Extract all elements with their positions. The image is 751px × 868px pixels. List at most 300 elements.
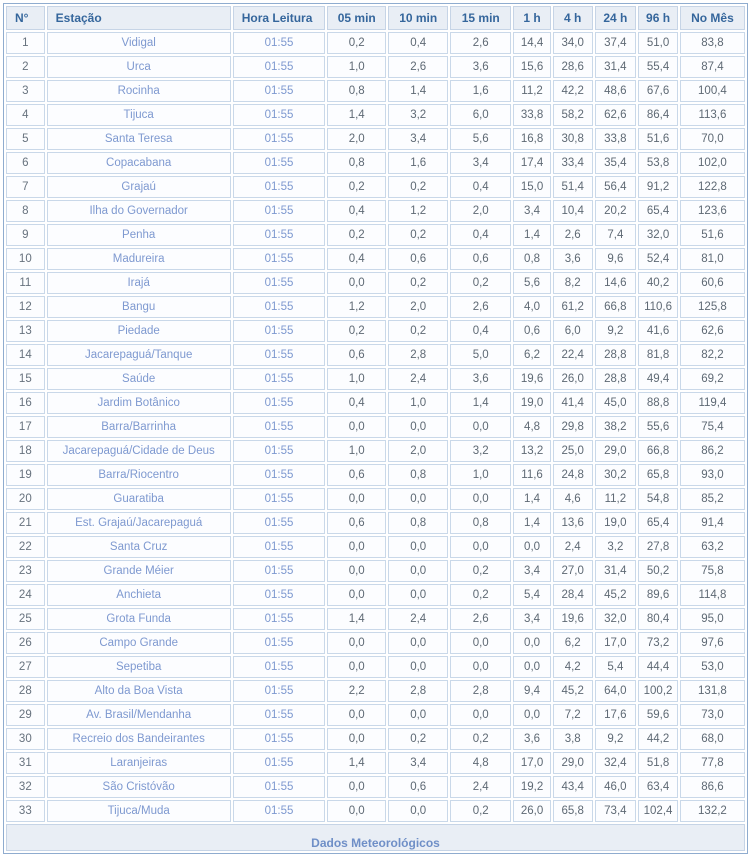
rain-value-cell: 1,2 xyxy=(327,296,386,318)
table-row xyxy=(6,32,745,54)
station-link[interactable]: Grota Funda xyxy=(47,608,231,630)
rain-value-cell: 122,8 xyxy=(680,176,745,198)
rain-value-cell: 1,4 xyxy=(327,608,386,630)
col-header-24h: 24 h xyxy=(595,6,637,30)
rain-value-cell: 17,4 xyxy=(513,152,551,174)
rain-value-cell: 63,4 xyxy=(638,776,678,798)
rain-value-cell: 63,2 xyxy=(680,536,745,558)
reading-time-link[interactable]: 01:55 xyxy=(233,800,326,822)
reading-time-link[interactable]: 01:55 xyxy=(233,200,326,222)
row-number: 24 xyxy=(6,584,45,606)
station-link[interactable]: Jardim Botânico xyxy=(47,392,231,414)
rain-value-cell: 50,2 xyxy=(638,560,678,582)
rain-value-cell: 2,2 xyxy=(327,680,386,702)
table-row xyxy=(6,800,745,822)
rain-value-cell: 89,6 xyxy=(638,584,678,606)
station-link[interactable]: Santa Teresa xyxy=(47,128,231,150)
rain-value-cell: 0,8 xyxy=(513,248,551,270)
rain-value-cell: 3,6 xyxy=(513,728,551,750)
rain-value-cell: 6,2 xyxy=(513,344,551,366)
rain-value-cell: 62,6 xyxy=(595,104,637,126)
reading-time-link[interactable]: 01:55 xyxy=(233,80,326,102)
rain-value-cell: 3,4 xyxy=(513,608,551,630)
rain-value-cell: 0,0 xyxy=(450,632,511,654)
table-row xyxy=(6,512,745,534)
rain-value-cell: 80,4 xyxy=(638,608,678,630)
rain-value-cell: 9,2 xyxy=(595,728,637,750)
table-row xyxy=(6,728,745,750)
rain-value-cell: 2,6 xyxy=(450,296,511,318)
rain-value-cell: 0,6 xyxy=(513,320,551,342)
reading-time-link[interactable]: 01:55 xyxy=(233,176,326,198)
rain-value-cell: 9,4 xyxy=(513,680,551,702)
rain-value-cell: 29,0 xyxy=(553,752,593,774)
rain-value-cell: 2,0 xyxy=(388,440,448,462)
meteorological-data-link[interactable]: Dados Meteorológicos xyxy=(311,836,440,850)
station-link[interactable]: Saúde xyxy=(47,368,231,390)
rain-value-cell: 102,0 xyxy=(680,152,745,174)
rain-value-cell: 1,4 xyxy=(450,392,511,414)
table-row xyxy=(6,656,745,678)
rain-value-cell: 17,0 xyxy=(595,632,637,654)
rain-value-cell: 2,4 xyxy=(388,368,448,390)
table-row xyxy=(6,632,745,654)
rain-value-cell: 1,0 xyxy=(388,392,448,414)
reading-time-link[interactable]: 01:55 xyxy=(233,128,326,150)
rain-value-cell: 0,4 xyxy=(450,320,511,342)
rain-value-cell: 52,4 xyxy=(638,248,678,270)
reading-time-link[interactable]: 01:55 xyxy=(233,392,326,414)
station-link[interactable]: Madureira xyxy=(47,248,231,270)
reading-time-link[interactable]: 01:55 xyxy=(233,152,326,174)
row-number: 9 xyxy=(6,224,45,246)
table-row xyxy=(6,200,745,222)
reading-time-link[interactable]: 01:55 xyxy=(233,416,326,438)
rain-value-cell: 26,0 xyxy=(513,800,551,822)
table-row xyxy=(6,296,745,318)
rain-value-cell: 0,0 xyxy=(388,704,448,726)
row-number: 20 xyxy=(6,488,45,510)
rain-value-cell: 95,0 xyxy=(680,608,745,630)
rain-value-cell: 16,8 xyxy=(513,128,551,150)
rain-value-cell: 3,4 xyxy=(388,752,448,774)
rain-value-cell: 30,2 xyxy=(595,464,637,486)
reading-time-link[interactable]: 01:55 xyxy=(233,104,326,126)
rain-value-cell: 0,0 xyxy=(327,728,386,750)
rain-value-cell: 5,6 xyxy=(513,272,551,294)
rain-value-cell: 0,4 xyxy=(388,32,448,54)
rain-value-cell: 0,0 xyxy=(327,536,386,558)
reading-time-link[interactable]: 01:55 xyxy=(233,368,326,390)
rain-value-cell: 91,2 xyxy=(638,176,678,198)
reading-time-link[interactable]: 01:55 xyxy=(233,560,326,582)
rain-value-cell: 33,8 xyxy=(595,128,637,150)
rain-value-cell: 0,0 xyxy=(327,776,386,798)
rain-value-cell: 1,0 xyxy=(327,56,386,78)
rain-value-cell: 0,2 xyxy=(327,32,386,54)
rain-value-cell: 51,0 xyxy=(638,32,678,54)
rain-value-cell: 85,2 xyxy=(680,488,745,510)
rain-value-cell: 1,4 xyxy=(327,104,386,126)
row-number: 7 xyxy=(6,176,45,198)
table-row xyxy=(6,368,745,390)
rain-value-cell: 3,6 xyxy=(450,56,511,78)
station-link[interactable]: Jacarepaguá/Tanque xyxy=(47,344,231,366)
table-row xyxy=(6,416,745,438)
rain-value-cell: 28,6 xyxy=(553,56,593,78)
rain-value-cell: 0,2 xyxy=(450,272,511,294)
reading-time-link[interactable]: 01:55 xyxy=(233,272,326,294)
rain-value-cell: 66,8 xyxy=(638,440,678,462)
reading-time-link[interactable]: 01:55 xyxy=(233,512,326,534)
row-number: 16 xyxy=(6,392,45,414)
rain-value-cell: 131,8 xyxy=(680,680,745,702)
col-header-15min: 15 min xyxy=(450,6,511,30)
rain-value-cell: 88,8 xyxy=(638,392,678,414)
rain-value-cell: 0,4 xyxy=(327,248,386,270)
rain-value-cell: 1,4 xyxy=(513,224,551,246)
rain-value-cell: 13,2 xyxy=(513,440,551,462)
station-link[interactable]: Laranjeiras xyxy=(47,752,231,774)
station-link[interactable]: Alto da Boa Vista xyxy=(47,680,231,702)
reading-time-link[interactable]: 01:55 xyxy=(233,344,326,366)
rain-value-cell: 15,0 xyxy=(513,176,551,198)
row-number: 17 xyxy=(6,416,45,438)
rain-value-cell: 0,2 xyxy=(450,584,511,606)
col-header-number: N° xyxy=(6,6,45,30)
station-link[interactable]: Vidigal xyxy=(47,32,231,54)
table-row xyxy=(6,440,745,462)
station-link[interactable]: Grajaú xyxy=(47,176,231,198)
reading-time-link[interactable]: 01:55 xyxy=(233,776,326,798)
rain-value-cell: 65,4 xyxy=(638,512,678,534)
table-row xyxy=(6,584,745,606)
station-link[interactable]: Recreio dos Bandeirantes xyxy=(47,728,231,750)
rain-value-cell: 64,0 xyxy=(595,680,637,702)
rain-value-cell: 0,6 xyxy=(327,464,386,486)
rain-value-cell: 3,4 xyxy=(388,128,448,150)
rain-value-cell: 42,2 xyxy=(553,80,593,102)
rain-value-cell: 1,0 xyxy=(450,464,511,486)
rain-value-cell: 44,4 xyxy=(638,656,678,678)
reading-time-link[interactable]: 01:55 xyxy=(233,656,326,678)
table-row xyxy=(6,560,745,582)
rain-value-cell: 26,0 xyxy=(553,368,593,390)
rain-value-cell: 67,6 xyxy=(638,80,678,102)
station-link[interactable]: Urca xyxy=(47,56,231,78)
station-link[interactable]: Barra/Riocentro xyxy=(47,464,231,486)
rain-value-cell: 30,8 xyxy=(553,128,593,150)
row-number: 18 xyxy=(6,440,45,462)
station-link[interactable]: Anchieta xyxy=(47,584,231,606)
rain-value-cell: 0,6 xyxy=(327,344,386,366)
station-link[interactable]: Santa Cruz xyxy=(47,536,231,558)
rain-value-cell: 0,2 xyxy=(450,560,511,582)
station-link[interactable]: Ilha do Governador xyxy=(47,200,231,222)
rain-value-cell: 0,8 xyxy=(388,512,448,534)
reading-time-link[interactable]: 01:55 xyxy=(233,32,326,54)
rain-value-cell: 0,0 xyxy=(513,536,551,558)
reading-time-link[interactable]: 01:55 xyxy=(233,488,326,510)
rain-value-cell: 68,0 xyxy=(680,728,745,750)
row-number: 1 xyxy=(6,32,45,54)
reading-time-link[interactable]: 01:55 xyxy=(233,440,326,462)
reading-time-link[interactable]: 01:55 xyxy=(233,536,326,558)
rain-value-cell: 2,0 xyxy=(388,296,448,318)
rain-value-cell: 51,6 xyxy=(638,128,678,150)
rain-value-cell: 4,0 xyxy=(513,296,551,318)
rain-value-cell: 0,0 xyxy=(513,656,551,678)
rain-value-cell: 75,4 xyxy=(680,416,745,438)
rain-value-cell: 3,4 xyxy=(513,200,551,222)
rain-value-cell: 51,4 xyxy=(553,176,593,198)
rain-value-cell: 73,2 xyxy=(638,632,678,654)
station-link[interactable]: Grande Méier xyxy=(47,560,231,582)
rain-value-cell: 0,0 xyxy=(388,632,448,654)
rain-value-cell: 3,8 xyxy=(553,728,593,750)
rain-value-cell: 1,0 xyxy=(327,368,386,390)
rain-value-cell: 0,2 xyxy=(388,176,448,198)
station-link[interactable]: Tijuca/Muda xyxy=(47,800,231,822)
rain-value-cell: 9,2 xyxy=(595,320,637,342)
col-header-reading-time: Hora Leitura xyxy=(233,6,326,30)
rain-value-cell: 35,4 xyxy=(595,152,637,174)
row-number: 21 xyxy=(6,512,45,534)
rain-value-cell: 100,4 xyxy=(680,80,745,102)
rain-value-cell: 0,0 xyxy=(388,656,448,678)
rain-value-cell: 82,2 xyxy=(680,344,745,366)
rain-value-cell: 11,2 xyxy=(513,80,551,102)
reading-time-link[interactable]: 01:55 xyxy=(233,248,326,270)
station-link[interactable]: Sepetiba xyxy=(47,656,231,678)
row-number: 4 xyxy=(6,104,45,126)
rain-value-cell: 2,6 xyxy=(388,56,448,78)
rain-value-cell: 119,4 xyxy=(680,392,745,414)
rain-value-cell: 2,6 xyxy=(450,32,511,54)
rain-value-cell: 1,4 xyxy=(513,512,551,534)
table-row xyxy=(6,776,745,798)
rain-value-cell: 55,6 xyxy=(638,416,678,438)
rain-value-cell: 17,6 xyxy=(595,704,637,726)
station-link[interactable]: Piedade xyxy=(47,320,231,342)
rain-value-cell: 86,2 xyxy=(680,440,745,462)
rain-value-cell: 65,8 xyxy=(638,464,678,486)
rain-value-cell: 1,6 xyxy=(388,152,448,174)
table-row xyxy=(6,536,745,558)
rain-value-cell: 7,4 xyxy=(595,224,637,246)
rain-value-cell: 31,4 xyxy=(595,560,637,582)
rainfall-station-table xyxy=(3,3,748,854)
reading-time-link[interactable]: 01:55 xyxy=(233,584,326,606)
rain-value-cell: 27,0 xyxy=(553,560,593,582)
rain-value-cell: 20,2 xyxy=(595,200,637,222)
rain-value-cell: 123,6 xyxy=(680,200,745,222)
row-number: 28 xyxy=(6,680,45,702)
rain-value-cell: 66,8 xyxy=(595,296,637,318)
rain-value-cell: 22,4 xyxy=(553,344,593,366)
rain-value-cell: 0,0 xyxy=(388,560,448,582)
station-link[interactable]: Est. Grajaú/Jacarepaguá xyxy=(47,512,231,534)
rain-value-cell: 0,8 xyxy=(327,80,386,102)
rain-value-cell: 59,6 xyxy=(638,704,678,726)
rain-value-cell: 32,0 xyxy=(595,608,637,630)
rain-value-cell: 40,2 xyxy=(638,272,678,294)
row-number: 29 xyxy=(6,704,45,726)
col-header-10min: 10 min xyxy=(388,6,448,30)
row-number: 12 xyxy=(6,296,45,318)
rain-value-cell: 0,0 xyxy=(327,560,386,582)
rain-value-cell: 0,0 xyxy=(327,272,386,294)
rain-value-cell: 0,0 xyxy=(388,584,448,606)
rain-value-cell: 61,2 xyxy=(553,296,593,318)
station-link[interactable]: Irajá xyxy=(47,272,231,294)
reading-time-link[interactable]: 01:55 xyxy=(233,728,326,750)
row-number: 6 xyxy=(6,152,45,174)
reading-time-link[interactable]: 01:55 xyxy=(233,464,326,486)
rain-value-cell: 56,4 xyxy=(595,176,637,198)
rain-value-cell: 73,4 xyxy=(595,800,637,822)
reading-time-link[interactable]: 01:55 xyxy=(233,680,326,702)
rain-value-cell: 45,2 xyxy=(553,680,593,702)
rain-value-cell: 45,2 xyxy=(595,584,637,606)
table-row xyxy=(6,176,745,198)
rain-value-cell: 38,2 xyxy=(595,416,637,438)
row-number: 15 xyxy=(6,368,45,390)
rain-value-cell: 1,4 xyxy=(513,488,551,510)
reading-time-link[interactable]: 01:55 xyxy=(233,224,326,246)
station-link[interactable]: Rocinha xyxy=(47,80,231,102)
rain-value-cell: 113,6 xyxy=(680,104,745,126)
rain-value-cell: 0,6 xyxy=(450,248,511,270)
rain-value-cell: 0,0 xyxy=(450,488,511,510)
col-header-station: Estação xyxy=(47,6,231,30)
rain-value-cell: 0,6 xyxy=(388,776,448,798)
rain-value-cell: 4,2 xyxy=(553,656,593,678)
rain-value-cell: 62,6 xyxy=(680,320,745,342)
rain-value-cell: 2,4 xyxy=(553,536,593,558)
rain-value-cell: 86,4 xyxy=(638,104,678,126)
rain-value-cell: 0,2 xyxy=(450,800,511,822)
rain-value-cell: 0,2 xyxy=(388,224,448,246)
rain-value-cell: 93,0 xyxy=(680,464,745,486)
rain-value-cell: 54,8 xyxy=(638,488,678,510)
row-number: 25 xyxy=(6,608,45,630)
rain-value-cell: 0,0 xyxy=(327,632,386,654)
rain-value-cell: 1,4 xyxy=(327,752,386,774)
reading-time-link[interactable]: 01:55 xyxy=(233,752,326,774)
rain-value-cell: 41,6 xyxy=(638,320,678,342)
reading-time-link[interactable]: 01:55 xyxy=(233,704,326,726)
station-link[interactable]: Jacarepaguá/Cidade de Deus xyxy=(47,440,231,462)
row-number: 23 xyxy=(6,560,45,582)
rain-value-cell: 2,0 xyxy=(327,128,386,150)
station-link[interactable]: São Cristóvão xyxy=(47,776,231,798)
rain-value-cell: 0,0 xyxy=(450,656,511,678)
rain-value-cell: 0,0 xyxy=(388,416,448,438)
rain-value-cell: 8,2 xyxy=(553,272,593,294)
station-link[interactable]: Bangu xyxy=(47,296,231,318)
rain-value-cell: 15,6 xyxy=(513,56,551,78)
rain-value-cell: 2,4 xyxy=(388,608,448,630)
row-number: 19 xyxy=(6,464,45,486)
rain-value-cell: 132,2 xyxy=(680,800,745,822)
reading-time-link[interactable]: 01:55 xyxy=(233,632,326,654)
rain-value-cell: 65,4 xyxy=(638,200,678,222)
rain-value-cell: 81,0 xyxy=(680,248,745,270)
row-number: 33 xyxy=(6,800,45,822)
rain-value-cell: 4,8 xyxy=(450,752,511,774)
reading-time-link[interactable]: 01:55 xyxy=(233,608,326,630)
station-link[interactable]: Campo Grande xyxy=(47,632,231,654)
table-row xyxy=(6,56,745,78)
row-number: 3 xyxy=(6,80,45,102)
station-link[interactable]: Tijuca xyxy=(47,104,231,126)
rain-value-cell: 19,6 xyxy=(553,608,593,630)
rain-value-cell: 0,2 xyxy=(327,224,386,246)
rain-value-cell: 81,8 xyxy=(638,344,678,366)
rain-value-cell: 110,6 xyxy=(638,296,678,318)
rain-value-cell: 0,4 xyxy=(327,392,386,414)
rain-value-cell: 6,2 xyxy=(553,632,593,654)
rain-value-cell: 2,8 xyxy=(388,344,448,366)
rain-value-cell: 2,8 xyxy=(388,680,448,702)
rain-value-cell: 0,0 xyxy=(388,488,448,510)
rain-value-cell: 0,8 xyxy=(450,512,511,534)
rain-value-cell: 0,0 xyxy=(327,704,386,726)
rain-value-cell: 3,4 xyxy=(450,152,511,174)
rain-value-cell: 0,2 xyxy=(327,176,386,198)
rain-value-cell: 2,0 xyxy=(450,200,511,222)
reading-time-link[interactable]: 01:55 xyxy=(233,320,326,342)
station-link[interactable]: Penha xyxy=(47,224,231,246)
reading-time-link[interactable]: 01:55 xyxy=(233,296,326,318)
rain-value-cell: 0,0 xyxy=(513,704,551,726)
rain-value-cell: 43,4 xyxy=(553,776,593,798)
table-row xyxy=(6,680,745,702)
station-link[interactable]: Copacabana xyxy=(47,152,231,174)
station-link[interactable]: Barra/Barrinha xyxy=(47,416,231,438)
rain-value-cell: 29,0 xyxy=(595,440,637,462)
rain-value-cell: 3,6 xyxy=(553,248,593,270)
table-row xyxy=(6,392,745,414)
rain-value-cell: 34,0 xyxy=(553,32,593,54)
rain-value-cell: 17,0 xyxy=(513,752,551,774)
rain-value-cell: 0,2 xyxy=(388,272,448,294)
rain-value-cell: 51,6 xyxy=(680,224,745,246)
row-number: 8 xyxy=(6,200,45,222)
rain-value-cell: 19,0 xyxy=(513,392,551,414)
rain-value-cell: 6,0 xyxy=(553,320,593,342)
rain-value-cell: 2,6 xyxy=(450,608,511,630)
station-link[interactable]: Guaratiba xyxy=(47,488,231,510)
rain-value-cell: 7,2 xyxy=(553,704,593,726)
rain-value-cell: 0,0 xyxy=(450,704,511,726)
rain-value-cell: 65,8 xyxy=(553,800,593,822)
rain-value-cell: 0,0 xyxy=(388,536,448,558)
table-footer xyxy=(6,824,745,851)
rain-value-cell: 125,8 xyxy=(680,296,745,318)
station-link[interactable]: Av. Brasil/Mendanha xyxy=(47,704,231,726)
table-header xyxy=(6,6,745,30)
reading-time-link[interactable]: 01:55 xyxy=(233,56,326,78)
table-row xyxy=(6,344,745,366)
col-header-month: No Mês xyxy=(680,6,745,30)
rain-value-cell: 1,6 xyxy=(450,80,511,102)
rain-value-cell: 0,0 xyxy=(450,416,511,438)
rain-value-cell: 2,6 xyxy=(553,224,593,246)
rain-value-cell: 0,0 xyxy=(327,584,386,606)
rain-value-cell: 100,2 xyxy=(638,680,678,702)
